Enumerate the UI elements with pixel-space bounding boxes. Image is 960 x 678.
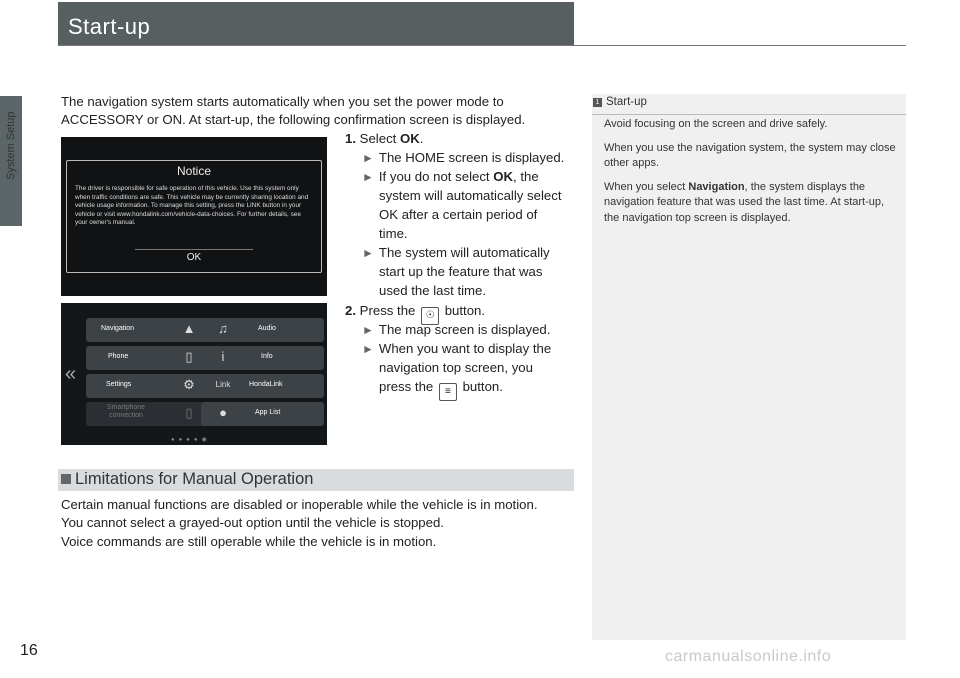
section-body-line: Certain manual functions are disabled or inoperable while the vehicle is in motion. [61, 497, 538, 512]
tile-label: Navigation [101, 325, 135, 332]
step-1-result-2-line-2: system will automatically select [379, 188, 562, 203]
section-marker-icon [61, 474, 71, 484]
step-1: 1. Select OK. [345, 131, 424, 146]
step-1-result-3: ► The system will automatically [362, 245, 550, 260]
result-arrow-icon: ► [362, 151, 374, 165]
notice-screenshot [61, 137, 327, 296]
result-arrow-icon: ► [362, 342, 374, 356]
music-note-icon: ♫ [218, 321, 228, 336]
tile-phone[interactable] [86, 346, 209, 370]
step-1-result-2-line-4: time. [379, 226, 408, 241]
side-note-paragraph: When you use the navigation system, the system may close other apps. [604, 141, 896, 169]
side-note-title: Start-up [606, 96, 647, 108]
intro-paragraph: The navigation system starts automatically when you set the power mode to ACCESSORY or ON. At start-up, the following confirmation screen is displayed. [61, 94, 526, 127]
result-arrow-icon: ► [362, 246, 374, 260]
gear-icon: ⚙ [183, 377, 195, 392]
home-screenshot [61, 303, 327, 445]
tile-audio[interactable] [201, 318, 324, 342]
page-title: Start-up [68, 14, 151, 39]
info-icon: i [221, 349, 225, 364]
tile-label: Phone [108, 353, 129, 360]
smartphone-icon: ▯ [185, 405, 193, 420]
notice-title: Notice [176, 164, 211, 178]
result-arrow-icon: ► [362, 170, 374, 184]
section-body-line: Voice commands are still operable while the vehicle is in motion. [61, 533, 437, 549]
notice-dialog [66, 160, 322, 273]
tile-label: Smartphone connection [106, 404, 146, 419]
notice-ok-button[interactable]: OK [135, 249, 253, 266]
link-icon: Link [215, 380, 231, 389]
step-2-result-2: ► When you want to display the [362, 341, 552, 356]
tile-app-list[interactable] [201, 402, 324, 426]
app-list-icon: ● [219, 405, 227, 420]
section-body-line: You cannot select a grayed-out option until the vehicle is stopped. [61, 515, 444, 531]
title-rule [58, 45, 906, 46]
tile-label: App List [255, 409, 281, 416]
tile-settings[interactable] [86, 374, 209, 398]
step-2: 2. Press the ☉ button. [345, 302, 485, 325]
notice-body: The driver is responsible for safe operation of this vehicle. Use this system only when traffic conditions are safe. This vehicle may be currently sharing location and vehicle usage information. To manage this setting, press the LINK button in your vehicle or visit www.hondalink.com/vehicle-data-choices. For further details, see your owner's manual. [75, 185, 309, 227]
tile-smartphone-connection[interactable] [86, 402, 209, 426]
step-1-result-2-line-3: OK after a certain period of [379, 207, 538, 222]
section-body [61, 496, 576, 551]
step-1-result-3-line-3: used the last time. [379, 283, 487, 298]
tile-label: Audio [258, 325, 276, 332]
result-arrow-icon: ► [362, 323, 374, 337]
side-note-paragraph: When you select Navigation, the system displays the navigation feature that was used the last time. At start-up, the navigation top screen is displayed. [604, 180, 885, 224]
chevron-left-icon[interactable]: « [65, 363, 77, 385]
step-2-result-2-line-2: navigation top screen, you [379, 360, 533, 375]
step-2-result-2-line-3: press the ≡ button. [379, 378, 503, 401]
tile-hondalink[interactable] [201, 374, 324, 398]
phone-icon: ▯ [185, 349, 193, 364]
navigation-icon: ▲ [182, 321, 196, 336]
tile-label: Settings [106, 381, 132, 388]
section-tab-label: System Setup [5, 112, 17, 181]
map-button-icon: ☉ [421, 307, 439, 325]
reference-mark-icon: 1 [593, 98, 602, 107]
section-heading: Limitations for Manual Operation [75, 470, 314, 488]
tile-label: HondaLink [249, 381, 283, 388]
watermark: carmanualsonline.info [665, 648, 832, 665]
step-2-result-1: ► The map screen is displayed. [362, 322, 551, 337]
menu-button-icon: ≡ [439, 383, 457, 401]
step-1-result-2: ► If you do not select OK, the [362, 169, 539, 184]
page-indicator-dots: ●●●●◉ [171, 437, 211, 443]
side-note-paragraph: Avoid focusing on the screen and drive safely. [604, 118, 828, 130]
step-1-result-3-line-2: start up the feature that was [379, 264, 543, 279]
tile-label: Info [261, 353, 273, 360]
side-note-body [604, 117, 900, 234]
tile-navigation[interactable] [86, 318, 209, 342]
page-number: 16 [20, 642, 38, 659]
tile-info[interactable] [201, 346, 324, 370]
step-1-result-1: ► The HOME screen is displayed. [362, 150, 565, 165]
